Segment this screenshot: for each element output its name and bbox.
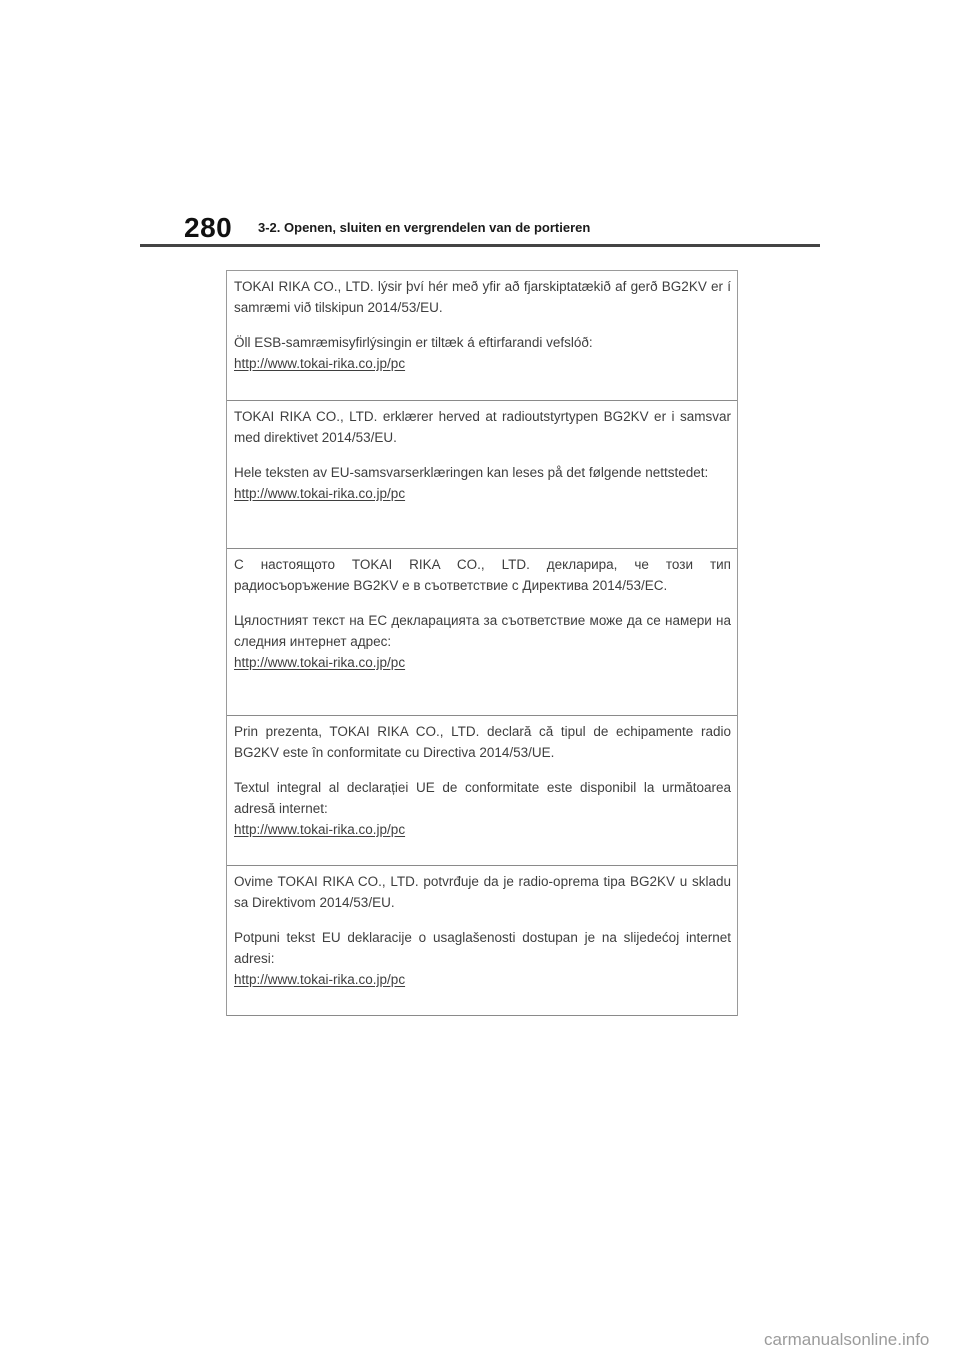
declaration-statement: Ovime TOKAI RIKA CO., LTD. potvrđuje da je radio-oprema tipa BG2KV u skladu sa Direktivom 2014/53/EU. [234,874,731,910]
section-title: 3-2. Openen, sluiten en vergrendelen van de portieren [258,220,591,235]
declaration-statement: Prin prezenta, TOKAI RIKA CO., LTD. declară că tipul de echipamente radio BG2KV este în conformitate cu Directiva 2014/53/UE. [234,724,731,760]
header-divider [140,244,820,247]
declaration-url-link[interactable]: http://www.tokai-rika.co.jp/pc [234,486,406,501]
declaration-full-text-note: Цялостният текст на ЕС декларацията за съответствие може да се намери на следния интернет адрес: [234,613,731,649]
declaration-table [226,270,738,1016]
declaration-bulgarian [227,549,737,716]
declaration-statement: TOKAI RIKA CO., LTD. lýsir því hér með yfir að fjarskiptatækið af gerð BG2KV er í samræmi við tilskipun 2014/53/EU. [234,279,731,315]
declaration-statement: С настоящото TOKAI RIKA CO., LTD. декларира, че този тип радиосъоръжение BG2KV е в съответствие с Директива 2014/53/ЕС. [234,557,731,593]
site-watermark: carmanualsonline.info [764,1330,930,1349]
declaration-url-link[interactable]: http://www.tokai-rika.co.jp/pc [234,822,406,837]
declaration-icelandic [227,271,737,401]
page-number: 280 [184,212,233,243]
declaration-romanian [227,716,737,866]
declaration-url-link[interactable]: http://www.tokai-rika.co.jp/pc [234,356,406,371]
declaration-norwegian [227,401,737,549]
declaration-full-text-note: Hele teksten av EU-samsvarserklæringen kan leses på det følgende nettstedet: [234,465,709,480]
declaration-full-text-note: Öll ESB-samræmisyfirlýsingin er tiltæk á eftirfarandi vefslóð: [234,335,593,350]
declaration-statement: TOKAI RIKA CO., LTD. erklærer herved at radioutstyrtypen BG2KV er i samsvar med direktivet 2014/53/EU. [234,409,731,445]
declaration-url-link[interactable]: http://www.tokai-rika.co.jp/pc [234,655,406,670]
declaration-full-text-note: Potpuni tekst EU deklaracije o usaglašenosti dostupan je na slijedećoj internet adresi: [234,930,731,966]
page-header [140,212,820,246]
declaration-full-text-note: Textul integral al declarației UE de conformitate este disponibil la următoarea adresă internet: [234,780,731,816]
declaration-bosnian [227,866,737,1016]
declaration-url-link[interactable]: http://www.tokai-rika.co.jp/pc [234,972,406,987]
